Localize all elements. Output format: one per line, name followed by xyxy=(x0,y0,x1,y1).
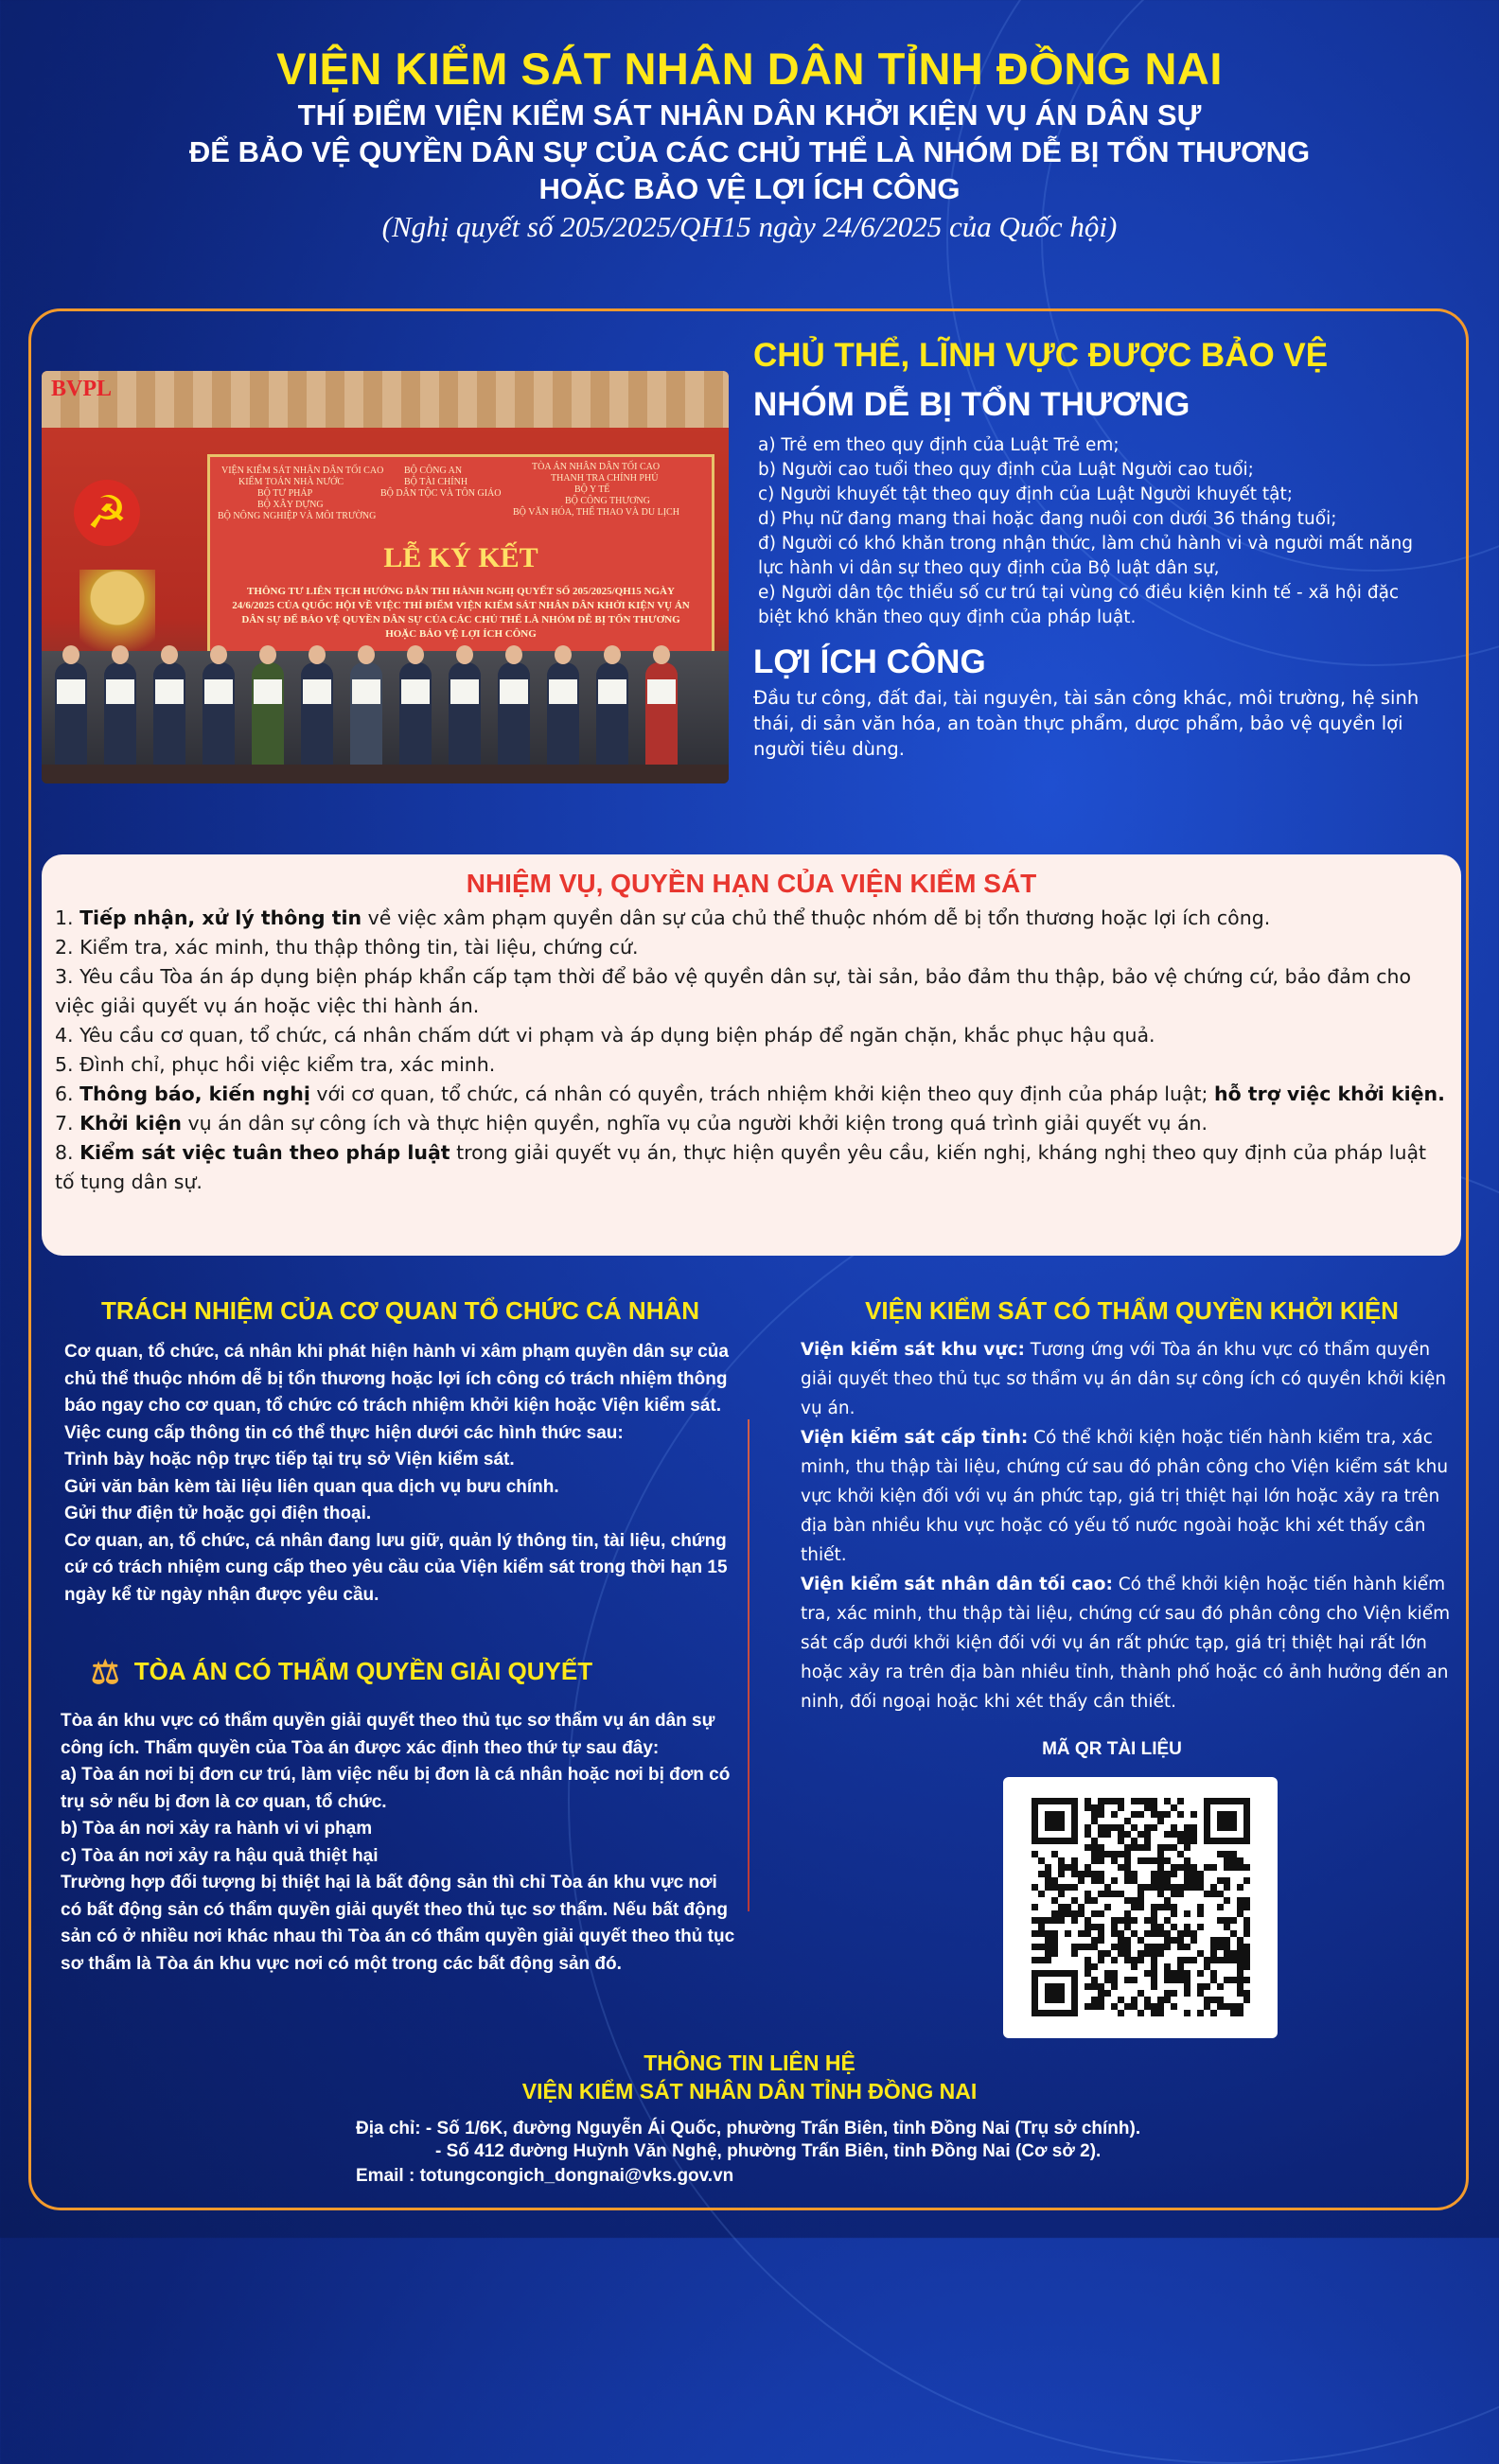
page-title: VIỆN KIỂM SÁT NHÂN DÂN TỈNH ĐỒNG NAI xyxy=(276,44,1223,94)
duties-title: NHIỆM VỤ, QUYỀN HẠN CỦA VIỆN KIỂM SÁT xyxy=(466,869,1037,898)
podium xyxy=(42,765,729,783)
public-interest-title: LỢI ÍCH CÔNG xyxy=(753,643,986,680)
backdrop-title: LỄ KÝ KẾT xyxy=(383,542,538,573)
responsibility-line: Cơ quan, an, tổ chức, cá nhân đang lưu giữ, quản lý thông tin, tài liệu, chứng cứ có trách nhiệm cung cấp theo yêu cầu của Viện kiểm sát trong thời hạn 15 ngày kể từ ngày nhận được yêu cầu. xyxy=(64,1530,728,1605)
court-line: Tòa án khu vực có thẩm quyền giải quyết theo thủ tục sơ thẩm vụ án dân sự công ích. Thẩm quyền của Tòa án được xác định theo thứ tự sau đây: xyxy=(61,1711,715,1758)
court-title: ⚖ TÒA ÁN CÓ THẨM QUYỀN GIẢI QUYẾT xyxy=(91,1655,593,1691)
backdrop-org: BỘ CÔNG THƯƠNG xyxy=(565,496,650,506)
court-line: a) Tòa án nơi bị đơn cư trú, làm việc nếu bị đơn là cá nhân hoặc nơi bị đơn có trụ sở nếu bị đơn là cơ quan, tổ chức. xyxy=(61,1765,731,1812)
backdrop-org: BỘ VĂN HÓA, THỂ THAO VÀ DU LỊCH xyxy=(513,507,679,518)
scales-icon: ⚖ xyxy=(91,1655,120,1691)
qr-label: MÃ QR TÀI LIỆU xyxy=(1042,1739,1182,1759)
responsibility-title: TRÁCH NHIỆM CỦA CƠ QUAN TỔ CHỨC CÁ NHÂN xyxy=(100,1296,700,1325)
backdrop-org: KIỂM TOÁN NHÀ NƯỚC xyxy=(238,477,344,487)
backdrop-org: THANH TRA CHÍNH PHỦ xyxy=(551,473,659,484)
bvpl-logo: BVPL xyxy=(51,377,113,401)
backdrop-org: BỘ NÔNG NGHIỆP VÀ MÔI TRƯỜNG xyxy=(218,511,377,521)
page-subtitle-2: ĐỂ BẢO VỆ QUYỀN DÂN SỰ CỦA CÁC CHỦ THỂ LÀ NHÓM DỄ BỊ TỔN THƯƠNG xyxy=(188,135,1311,168)
contact-email[interactable]: Email : totungcongich_dongnai@vks.gov.vn xyxy=(356,2166,734,2186)
signatories-row xyxy=(42,651,729,783)
court-line: b) Tòa án nơi xảy ra hành vi vi phạm xyxy=(61,1819,373,1839)
duties-panel xyxy=(42,854,1461,1256)
signatory xyxy=(350,662,382,766)
backdrop-org: BỘ XÂY DỰNG xyxy=(257,500,324,510)
backdrop-org: VIỆN KIỂM SÁT NHÂN DÂN TỐI CAO xyxy=(221,466,384,476)
backdrop-text: THÔNG TƯ LIÊN TỊCH HƯỚNG DẪN THI HÀNH NGHỊ QUYẾT SỐ 205/2025/QH15 NGÀY 24/6/2025 CỦA QUỐC HỘI VỀ VIỆC THÍ ĐIỂM VIỆN KIỂM SÁT NHÂN DÂN KHỞI KIỆN VỤ ÁN DÂN SỰ ĐỂ BẢO VỆ QUYỀN DÂN SỰ CỦA CÁC CHỦ THỂ LÀ NHÓM DỄ BỊ TỔN THƯƠNG HOẶC BẢO VỆ LỢI ÍCH CÔNG xyxy=(232,586,690,640)
signatory xyxy=(252,662,284,766)
contact-org: VIỆN KIỂM SÁT NHÂN DÂN TỈNH ĐỒNG NAI xyxy=(521,2079,978,2103)
duty-item: 1. Tiếp nhận, xử lý thông tin về việc xâm phạm quyền dân sự của chủ thể thuộc nhóm dễ bị tổn thương hoặc lợi ích công. xyxy=(55,906,1271,929)
responsibility-line: Gửi văn bản kèm tài liệu liên quan qua dịch vụ bưu chính. xyxy=(64,1476,559,1497)
public-interest-text: Đầu tư công, đất đai, tài nguyên, tài sản công khác, môi trường, hệ sinh thái, di sản văn hóa, an toàn thực phẩm, dược phẩm, bảo vệ quyền lợi người tiêu dùng. xyxy=(753,687,1420,760)
duty-item: 5. Đình chỉ, phục hồi việc kiểm tra, xác minh. xyxy=(55,1053,496,1076)
page-subtitle-3: HOẶC BẢO VỆ LỢI ÍCH CÔNG xyxy=(538,172,961,205)
vulnerable-group-title: NHÓM DỄ BỊ TỔN THƯƠNG xyxy=(753,386,1190,423)
subjects-title: CHỦ THỂ, LĨNH VỰC ĐƯỢC BẢO VỆ xyxy=(753,337,1329,374)
responsibility-section xyxy=(64,1296,736,1609)
authority-title: VIỆN KIỂM SÁT CÓ THẨM QUYỀN KHỞI KIỆN xyxy=(865,1296,1399,1325)
signatory xyxy=(547,662,579,766)
signatory xyxy=(153,662,185,766)
hammer-sickle-icon: ☭ xyxy=(74,480,140,546)
authority-text xyxy=(801,1335,1463,1716)
page-header xyxy=(0,42,1499,247)
document-qr-code[interactable] xyxy=(1003,1777,1278,2038)
photo-ceiling xyxy=(42,371,729,428)
qr-code-icon xyxy=(1003,1777,1278,2038)
court-section xyxy=(61,1708,742,1978)
ceremony-photo xyxy=(42,371,729,783)
backdrop-org: BỘ CÔNG AN xyxy=(404,466,463,476)
list-item: e) Người dân tộc thiểu số cư trú tại vùng có điều kiện kinh tế - xã hội đặc biệt khó khăn theo quy định của pháp luật. xyxy=(758,583,1400,627)
contact-footer xyxy=(0,2049,1499,2105)
signatory xyxy=(203,662,235,766)
list-item: b) Người cao tuổi theo quy định của Luật Người cao tuổi; xyxy=(758,460,1254,480)
signatory xyxy=(399,662,432,766)
backdrop-org: TÒA ÁN NHÂN DÂN TỐI CAO xyxy=(532,462,661,472)
vulnerable-group-list xyxy=(753,433,1435,630)
authority-section xyxy=(801,1296,1463,1716)
signatory xyxy=(498,662,530,766)
responsibility-line: Cơ quan, tổ chức, cá nhân khi phát hiện hành vi xâm phạm quyền dân sự của chủ thể thuộc nhóm dễ bị tổn thương hoặc lợi ích công có trách nhiệm thông báo ngay cho cơ quan, tổ chức có trách nhiệm khởi kiện hoặc Viện kiểm sát. xyxy=(64,1342,729,1416)
signatory xyxy=(645,662,678,766)
duty-item: 8. Kiểm sát việc tuân theo pháp luật trong giải quyết vụ án, thực hiện quyền yêu cầu, kiến nghị, kháng nghị theo quy định của pháp luật tố tụng dân sự. xyxy=(55,1141,1427,1193)
responsibility-text xyxy=(64,1339,736,1609)
backdrop-org: BỘ Y TẾ xyxy=(574,484,610,495)
court-line: c) Tòa án nơi xảy ra hậu quả thiệt hại xyxy=(61,1845,379,1866)
backdrop-org: BỘ DÂN TỘC VÀ TÔN GIÁO xyxy=(380,488,502,499)
list-item: d) Phụ nữ đang mang thai hoặc đang nuôi con dưới 36 tháng tuổi; xyxy=(758,509,1337,529)
signatory xyxy=(104,662,136,766)
protected-subjects-section xyxy=(753,337,1435,762)
responsibility-line: Gửi thư điện tử hoặc gọi điện thoại. xyxy=(64,1504,372,1523)
signatory xyxy=(55,662,87,766)
list-item: đ) Người có khó khăn trong nhận thức, làm chủ hành vi và người mất năng lực hành vi dân sự theo quy định của Bộ luật dân sự, xyxy=(758,534,1413,578)
authority-item: Viện kiểm sát cấp tỉnh: Có thể khởi kiện hoặc tiến hành kiểm tra, xác minh, thu thập tài liệu, chứng cứ sau đó phân công cho Viện kiểm sát khu vực khởi kiện đối với vụ án phức tạp, giá trị thiệt hại lớn hoặc xảy ra trên địa bàn nhiều khu vực hoặc có yếu tố nước ngoài hoặc khi xét thấy cần thiết. xyxy=(801,1428,1449,1565)
contact-address-1: Địa chỉ: - Số 1/6K, đường Nguyễn Ái Quốc, phường Trấn Biên, tỉnh Đồng Nai (Trụ sở chính). xyxy=(356,2119,1141,2138)
authority-item: Viện kiểm sát khu vực: Tương ứng với Tòa án khu vực có thẩm quyền giải quyết theo thủ tục sơ thẩm vụ án dân sự công ích có quyền khởi kiện vụ án. xyxy=(801,1340,1447,1418)
duty-item: 7. Khởi kiện vụ án dân sự công ích và thực hiện quyền, nghĩa vụ của người khởi kiện trong quá trình giải quyết vụ án. xyxy=(55,1112,1208,1135)
signatory xyxy=(301,662,333,766)
court-line: Trường hợp đối tượng bị thiệt hại là bất động sản thì chỉ Tòa án khu vực nơi có bất động sản có thẩm quyền giải quyết theo thủ tục sơ thẩm. Nếu bất động sản có ở nhiều nơi khác nhau thì Tòa án có thẩm quyền giải quyết theo thủ tục sơ thẩm là Tòa án khu vực nơi có một trong các bất động sản đó. xyxy=(61,1873,735,1974)
duty-item: 6. Thông báo, kiến nghị với cơ quan, tổ chức, cá nhân có quyền, trách nhiệm khởi kiện theo quy định của pháp luật; hỗ trợ việc khởi kiện. xyxy=(55,1082,1445,1105)
list-item: a) Trẻ em theo quy định của Luật Trẻ em; xyxy=(758,435,1120,455)
backdrop-org: BỘ TƯ PHÁP xyxy=(257,488,313,499)
contact-title: THÔNG TIN LIÊN HỆ xyxy=(644,2050,855,2075)
signatory xyxy=(449,662,481,766)
backdrop-org: BỘ TÀI CHÍNH xyxy=(404,477,468,487)
resolution-note: (Nghị quyết số 205/2025/QH15 ngày 24/6/2025 của Quốc hội) xyxy=(381,210,1118,243)
list-item: c) Người khuyết tật theo quy định của Luật Người khuyết tật; xyxy=(758,484,1293,504)
duty-item: 2. Kiểm tra, xác minh, thu thập thông tin, tài liệu, chứng cứ. xyxy=(55,936,639,959)
responsibility-line: Việc cung cấp thông tin có thể thực hiện dưới các hình thức sau: xyxy=(64,1422,624,1443)
page-subtitle-1: THÍ ĐIỂM VIỆN KIỂM SÁT NHÂN DÂN KHỞI KIỆN VỤ ÁN DÂN SỰ xyxy=(297,98,1202,132)
duty-item: 3. Yêu cầu Tòa án áp dụng biện pháp khẩn cấp tạm thời để bảo vệ quyền dân sự, tài sản, bảo đảm thu thập, bảo vệ chứng cứ, bảo đảm cho việc giải quyết vụ án hoặc việc thi hành án. xyxy=(55,965,1412,1017)
contact-address-2: - Số 412 đường Huỳnh Văn Nghệ, phường Trấn Biên, tỉnh Đồng Nai (Cơ sở 2). xyxy=(435,2141,1102,2161)
signatory xyxy=(596,662,628,766)
authority-item: Viện kiểm sát nhân dân tối cao: Có thể khởi kiện hoặc tiến hành kiểm tra, xác minh, thu thập tài liệu, chứng cứ sau đó phân công cho Viện kiểm sát cấp dưới khởi kiện đối với vụ án rất phức tạp, giá trị thiệt hại rất lớn hoặc xảy ra trên địa bàn nhiều tỉnh, thành phố hoặc có ảnh hưởng đến an ninh, đối ngoại hoặc khi xét thấy cần thiết. xyxy=(801,1575,1451,1712)
responsibility-line: Trình bày hoặc nộp trực tiếp tại trụ sở Viện kiểm sát. xyxy=(64,1450,515,1470)
duty-item: 4. Yêu cầu cơ quan, tổ chức, cá nhân chấm dứt vi phạm và áp dụng biện pháp để ngăn chặn, khắc phục hậu quả. xyxy=(55,1024,1155,1047)
